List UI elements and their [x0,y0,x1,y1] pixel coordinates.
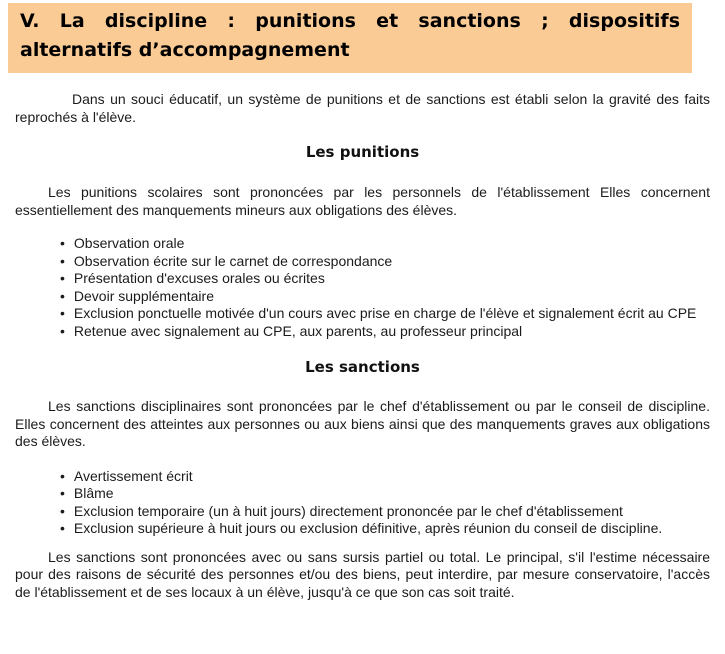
list-item [15,468,710,486]
sanctions-intro-paragraph: Les sanctions disciplinaires sont prononcées par le chef d'établissement ou par le conseil de discipline. Elles concernent des atteintes aux personnes ou aux biens ainsi que des manquements graves aux obligations des élèves. [15,398,710,449]
list-item [15,485,710,503]
list-item-text: Devoir supplémentaire [73,287,214,304]
intro-paragraph: Dans un souci éducatif, un système de punitions et de sanctions est établi selon la gravité des faits reprochés à l'élève. [15,91,710,125]
title-banner [8,3,692,73]
bullet-icon: • [60,270,65,286]
list-item-text: Avertissement écrit [73,467,193,484]
list-item [15,253,710,271]
bullet-icon: • [60,322,65,339]
list-item [15,503,710,521]
punitions-list [15,235,710,340]
list-item-text: Exclusion supérieure à huit jours ou exclusion définitive, après réunion du conseil de discipline. [73,520,663,536]
section-heading-sanctions: Les sanctions [305,358,420,376]
bullet-icon: • [60,520,65,536]
punitions-intro-paragraph: Les punitions scolaires sont prononcées par les personnels de l'établissement Elles concernent essentiellement des manquements mineurs aux obligations des élèves. [15,184,710,218]
list-item [15,288,710,306]
sanctions-list [15,468,710,538]
section-heading-punitions: Les punitions [305,143,420,161]
bullet-icon: • [60,287,65,304]
bullet-icon: • [60,305,65,321]
closing-paragraph: Les sanctions sont prononcées avec ou sans sursis partiel ou total. Le principal, s'il l'estime nécessaire pour des raisons de sécurité des personnes et/ou des biens, peut interdire, par mesure conservatoire, l'accès de l'établissement et de ses locaux à un élève, jusqu'à ce que son cas soit traité. [15,548,710,600]
list-item-text: Retenue avec signalement au CPE, aux parents, au professeur principal [73,322,523,339]
list-item [15,305,710,323]
list-item-text: Observation écrite sur le carnet de correspondance [73,252,393,269]
list-item-text: Exclusion ponctuelle motivée d'un cours avec prise en charge de l'élève et signalement écrit au CPE [73,305,697,321]
list-item [15,235,710,253]
bullet-icon: • [60,467,65,484]
page-title: V. La discipline : punitions et sanctions ; dispositifs alternatifs d’accompagnement [20,10,680,61]
bullet-icon: • [60,252,65,269]
list-item-text: Exclusion temporaire (un à huit jours) directement prononcée par le chef d'établissement [73,502,623,519]
bullet-icon: • [60,485,65,501]
list-item-text: Présentation d'excuses orales ou écrites [73,270,325,286]
bullet-icon: • [60,235,65,251]
bullet-icon: • [60,502,65,519]
list-item [15,323,710,341]
list-item [15,520,710,538]
list-item [15,270,710,288]
list-item-text: Observation orale [73,235,185,251]
list-item-text: Blâme [73,485,114,501]
